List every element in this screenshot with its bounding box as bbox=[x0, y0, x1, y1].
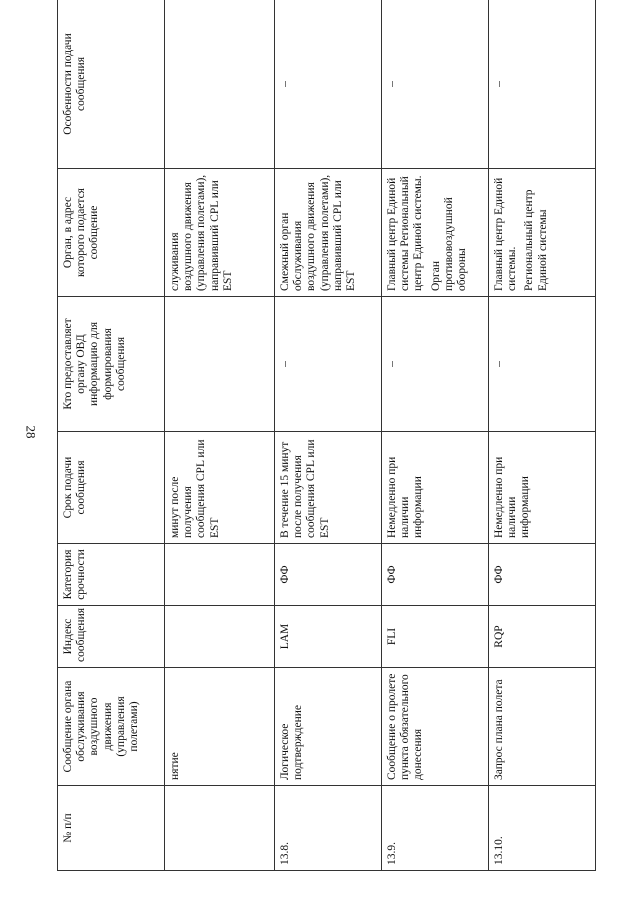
organ-line: Смежный орган обслуживания воздушного движения (управления полетами), направивший CPL или EST bbox=[279, 174, 358, 291]
cell-index: RQP bbox=[489, 606, 596, 668]
table-row bbox=[489, 0, 596, 871]
table-row bbox=[382, 0, 489, 871]
header-row bbox=[58, 0, 165, 871]
header-num: № п/п bbox=[58, 786, 165, 871]
cell-provider: – bbox=[489, 297, 596, 432]
cell-num: 13.9. bbox=[382, 786, 489, 871]
messages-table bbox=[57, 0, 596, 871]
organ-line: Главный центр Единой системы Региональный центр Единой системы. bbox=[386, 175, 425, 291]
header-provider: Кто предоставляет органу ОВД информацию для формирования сообщения bbox=[58, 297, 165, 432]
cell-index: LAM bbox=[275, 606, 382, 668]
cell-num bbox=[165, 786, 275, 871]
cell-message: Сообщение о пролете пункта обязательного донесения bbox=[382, 668, 489, 786]
cell-num: 13.10. bbox=[489, 786, 596, 871]
cell-term: минут после получения сообщения CPL или EST bbox=[165, 432, 275, 544]
cell-category: ФФ bbox=[489, 544, 596, 606]
cell-organ bbox=[275, 169, 382, 297]
cell-provider: – bbox=[382, 297, 489, 432]
header-index: Индекс сообщения bbox=[58, 606, 165, 668]
table-row bbox=[275, 0, 382, 871]
table-row bbox=[165, 0, 275, 871]
cell-term: Немедленно при наличии информации bbox=[382, 432, 489, 544]
header-organ: Орган, в адрес которого подается сообщение bbox=[58, 169, 165, 297]
cell-organ bbox=[165, 169, 275, 297]
header-term: Срок подачи сообщения bbox=[58, 432, 165, 544]
header-features: Особенности подачи сообщения bbox=[58, 0, 165, 169]
cell-provider bbox=[165, 297, 275, 432]
organ-line-2: Региональный центр Единой системы bbox=[523, 189, 549, 291]
header-message: Сообщение органа обслуживания воздушного движения (управления полетами) bbox=[58, 668, 165, 786]
cell-organ bbox=[489, 169, 596, 297]
cell-term: В течение 15 минут после получения сообщения CPL или EST bbox=[275, 432, 382, 544]
page-number: 28 bbox=[23, 425, 39, 439]
header-category: Категория срочности bbox=[58, 544, 165, 606]
cell-num: 13.8. bbox=[275, 786, 382, 871]
cell-message: нятие bbox=[165, 668, 275, 786]
cell-category: ФФ bbox=[275, 544, 382, 606]
cell-index: FLI bbox=[382, 606, 489, 668]
cell-category bbox=[165, 544, 275, 606]
cell-organ bbox=[382, 169, 489, 297]
cell-category: ФФ bbox=[382, 544, 489, 606]
cell-features bbox=[165, 0, 275, 169]
organ-line: служивания воздушного движения (управления полетами), направивший CPL или EST bbox=[169, 174, 234, 291]
organ-line: Главный центр Единой системы. bbox=[493, 177, 519, 291]
cell-index bbox=[165, 606, 275, 668]
cell-term: Немедленно при наличии информации bbox=[489, 432, 596, 544]
rotated-table-wrapper bbox=[57, 0, 585, 871]
organ-line-2: Орган противовоздушной обороны bbox=[429, 197, 469, 291]
cell-features: – bbox=[382, 0, 489, 169]
cell-message: Логическое подтверждение bbox=[275, 668, 382, 786]
cell-message: Запрос плана полета bbox=[489, 668, 596, 786]
cell-features: – bbox=[489, 0, 596, 169]
cell-features: – bbox=[275, 0, 382, 169]
cell-provider: – bbox=[275, 297, 382, 432]
